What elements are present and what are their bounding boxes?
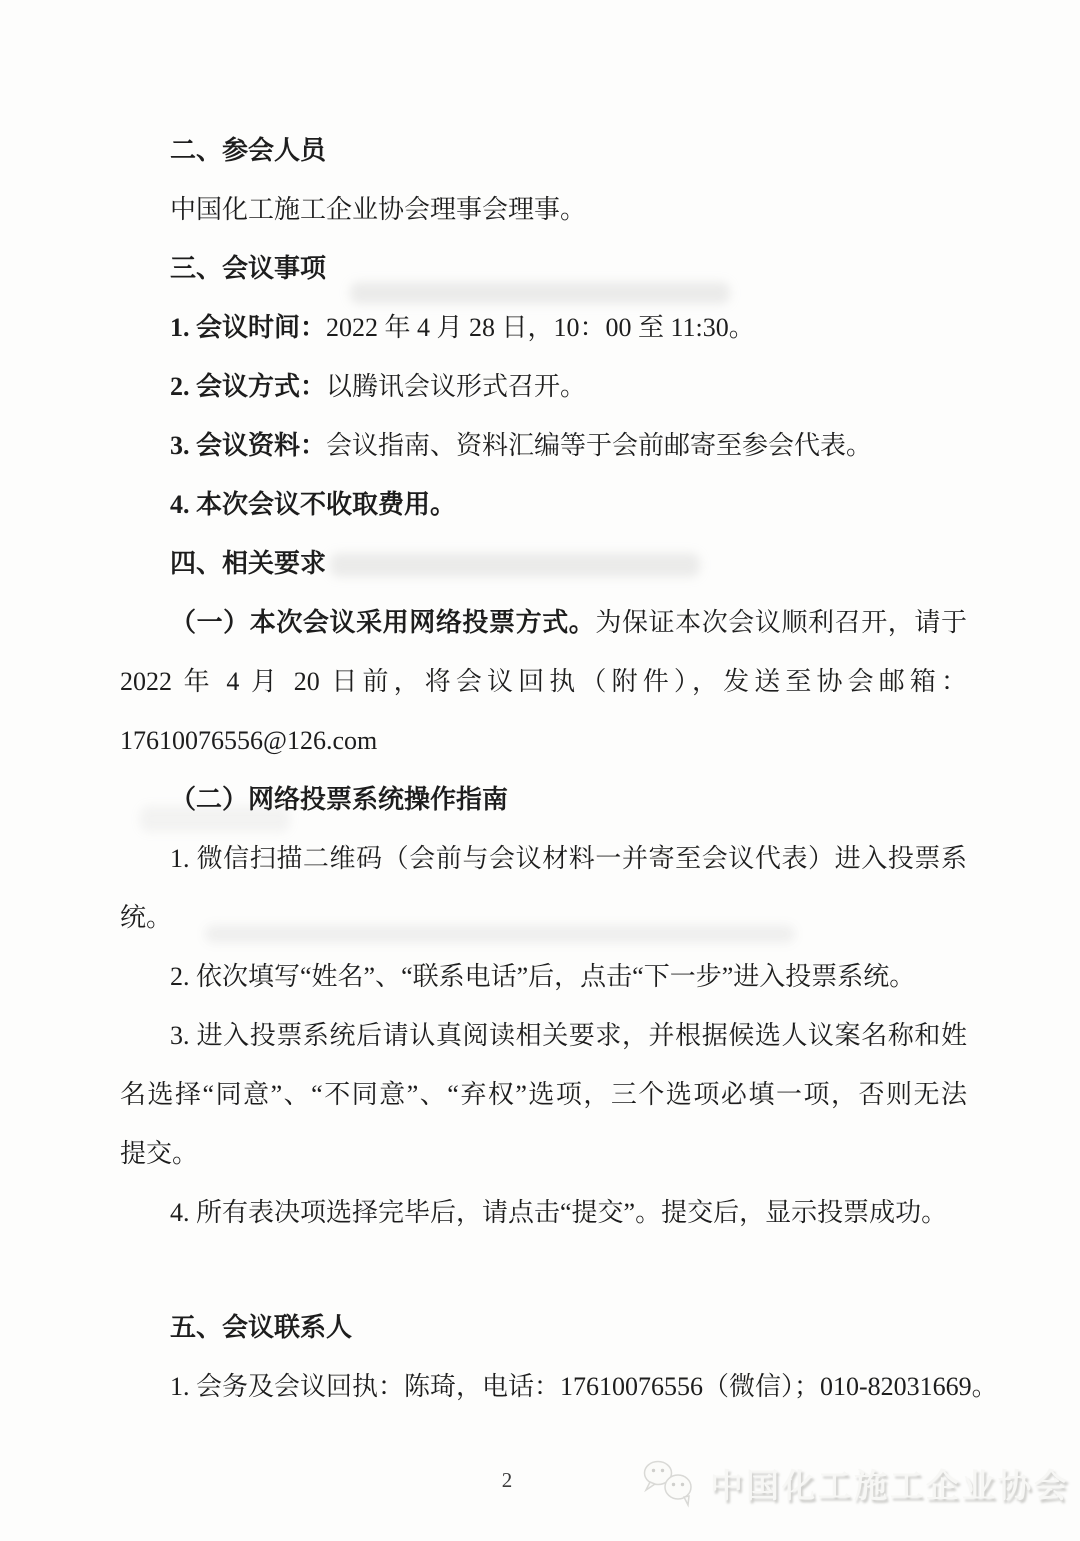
- heading-contacts: 五、会议联系人: [170, 1313, 353, 1342]
- heading-participants: 二、参会人员: [170, 136, 327, 165]
- step3-read-requirements-line2: 名选择“同意”、“不同意”、“弃权”选项，三个选项必填一项，否则无法: [120, 1080, 967, 1109]
- watermark-text: 中国化工施工企业协会: [710, 1466, 1070, 1504]
- para-online-voting-line2: 2022 年 4 月 20 日前，将会议回执（附件），发送至协会邮箱：: [120, 667, 967, 696]
- association-email: 17610076556@126.com: [120, 726, 378, 755]
- item-meeting-time: 1. 会议时间：2022 年 4 月 28 日，10：00 至 11:30。: [170, 313, 755, 342]
- para-participants: 中国化工施工企业协会理事会理事。: [170, 195, 587, 224]
- association-watermark: [640, 1458, 1070, 1508]
- heading-voting-guide: （二）网络投票系统操作指南: [170, 785, 509, 814]
- step1-scan-qrcode-line2: 统。: [120, 903, 173, 932]
- page-number: 2: [501, 1468, 513, 1492]
- contact-chen-qi: 1. 会务及会议回执：陈琦，电话：17610076556（微信）；010-82031669。: [170, 1372, 998, 1401]
- step1-scan-qrcode-line1: 1. 微信扫描二维码（会前与会议材料一并寄至会议代表）进入投票系: [170, 844, 967, 873]
- step4-submit-vote: 4. 所有表决项选择完毕后，请点击“提交”。提交后，显示投票成功。: [170, 1198, 948, 1227]
- heading-agenda: 三、会议事项: [170, 254, 327, 283]
- para-online-voting-line1: （一）本次会议采用网络投票方式。为保证本次会议顺利召开，请于: [170, 608, 967, 637]
- step3-read-requirements-line3: 提交。: [120, 1139, 199, 1168]
- item-no-fee: 4. 本次会议不收取费用。: [170, 490, 457, 519]
- item-meeting-materials: 3. 会议资料：会议指南、资料汇编等于会前邮寄至参会代表。: [170, 431, 873, 460]
- heading-requirements: 四、相关要求: [170, 549, 327, 578]
- document-body: [120, 121, 998, 1416]
- step3-read-requirements-line1: 3. 进入投票系统后请认真阅读相关要求，并根据候选人议案名称和姓: [170, 1021, 967, 1050]
- blank-line: [120, 1242, 967, 1298]
- item-meeting-method: 2. 会议方式：以腾讯会议形式召开。: [170, 372, 587, 401]
- step2-fill-name-phone: 2. 依次填写“姓名”、“联系电话”后，点击“下一步”进入投票系统。: [170, 962, 916, 991]
- chat-bubbles-logo-icon: [640, 1458, 700, 1508]
